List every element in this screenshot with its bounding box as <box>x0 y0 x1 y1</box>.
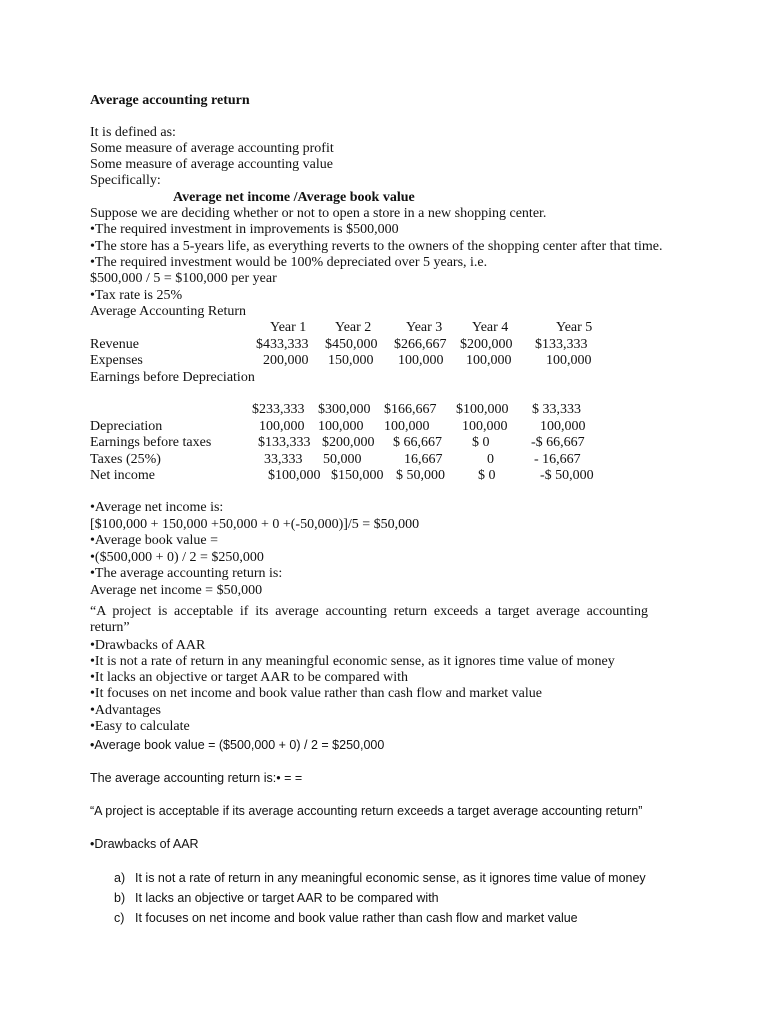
scenario-line: •The required investment in improvements is $500,000 <box>90 222 399 237</box>
table-cell: 0 <box>487 452 494 467</box>
table-cell: $300,000 <box>318 402 371 417</box>
table-cell: 100,000 <box>398 353 444 368</box>
intro-line: It is defined as: <box>90 125 176 140</box>
intro-line: Some measure of average accounting value <box>90 157 333 172</box>
year-header: Year 1 <box>270 320 307 335</box>
calc-line: •Average net income is: <box>90 500 224 515</box>
scenario-line: Suppose we are deciding whether or not to open a store in a new shopping center. <box>90 206 547 221</box>
table-cell: $ 50,000 <box>396 468 445 483</box>
table-cell: 16,667 <box>404 452 443 467</box>
table-cell: $200,000 <box>322 435 375 450</box>
intro-line: Some measure of average accounting profit <box>90 141 334 156</box>
row-label: Expenses <box>90 353 143 368</box>
scenario-line: •The required investment would be 100% depreciated over 5 years, i.e. <box>90 255 488 270</box>
row-label: Earnings before Depreciation <box>90 370 255 385</box>
year-header: Year 4 <box>472 320 509 335</box>
row-label: Net income <box>90 468 155 483</box>
table-cell: $433,333 <box>256 337 309 352</box>
calc-line: •($500,000 + 0) / 2 = $250,000 <box>90 550 264 565</box>
calc-line: •Average book value = <box>90 533 218 548</box>
scenario-line: •The store has a 5-years life, as everything reverts to the owners of the shopping center after that time. <box>90 239 663 254</box>
table-cell: $150,000 <box>331 468 384 483</box>
year-header: Year 5 <box>556 320 593 335</box>
table-cell: $133,333 <box>258 435 311 450</box>
year-header: Year 2 <box>335 320 372 335</box>
table-cell: $ 0 <box>478 468 496 483</box>
table-cell: 33,333 <box>264 452 303 467</box>
list-marker: c) <box>114 911 125 925</box>
table-cell: 50,000 <box>323 452 362 467</box>
table-cell: 150,000 <box>328 353 374 368</box>
quote-line: “A project is acceptable if its average accounting return exceeds a target average accounting return” <box>90 804 643 818</box>
row-label: Earnings before taxes <box>90 435 212 450</box>
table-cell: $ 66,667 <box>393 435 442 450</box>
scenario-line: •Tax rate is 25% <box>90 288 183 303</box>
scenario-line: $500,000 / 5 = $100,000 per year <box>90 271 277 286</box>
advantage-line: •Advantages <box>90 703 161 718</box>
drawback-line: •It focuses on net income and book value rather than cash flow and market value <box>90 686 542 701</box>
calc-line: •The average accounting return is: <box>90 566 283 581</box>
aar-line: The average accounting return is:• = = <box>90 771 303 785</box>
table-cell: $266,667 <box>394 337 447 352</box>
table-cell: $100,000 <box>456 402 509 417</box>
drawbacks-heading: •Drawbacks of AAR <box>90 837 199 851</box>
table-cell: 100,000 <box>318 419 364 434</box>
table-cell: 200,000 <box>263 353 309 368</box>
list-marker: a) <box>114 871 126 885</box>
advantage-line: •Easy to calculate <box>90 719 190 734</box>
page-title: Average accounting return <box>90 93 250 108</box>
calc-line: [$100,000 + 150,000 +50,000 + 0 +(-50,000)]/5 = $50,000 <box>90 517 420 532</box>
table-cell: 100,000 <box>546 353 592 368</box>
formula: Average net income /Average book value <box>173 190 415 205</box>
table-cell: -$ 50,000 <box>540 468 594 483</box>
table-cell: 100,000 <box>540 419 586 434</box>
row-label: Taxes (25%) <box>90 452 161 467</box>
drawback-line: •Drawbacks of AAR <box>90 638 206 653</box>
table-cell: $100,000 <box>268 468 321 483</box>
year-header: Year 3 <box>406 320 443 335</box>
row-label: Revenue <box>90 337 139 352</box>
table-heading: Average Accounting Return <box>90 304 247 319</box>
quote-paragraph: “A project is acceptable if its average accounting return exceeds a target average accounting return” <box>90 604 648 635</box>
row-label: Depreciation <box>90 419 163 434</box>
table-cell: 100,000 <box>466 353 512 368</box>
table-cell: $ 0 <box>472 435 490 450</box>
list-item: It focuses on net income and book value rather than cash flow and market value <box>135 911 578 925</box>
drawback-line: •It is not a rate of return in any meaningful economic sense, as it ignores time value of money <box>90 654 615 669</box>
intro-line: Specifically: <box>90 173 161 188</box>
table-cell: $450,000 <box>325 337 378 352</box>
table-cell: $166,667 <box>384 402 437 417</box>
calc-line: Average net income = $50,000 <box>90 583 263 598</box>
table-cell: $200,000 <box>460 337 513 352</box>
list-marker: b) <box>114 891 126 905</box>
list-item: It lacks an objective or target AAR to be compared with <box>135 891 439 905</box>
list-item: It is not a rate of return in any meaningful economic sense, as it ignores time value of money <box>135 871 646 885</box>
table-cell: $ 33,333 <box>532 402 581 417</box>
table-cell: - 16,667 <box>534 452 581 467</box>
table-cell: 100,000 <box>462 419 508 434</box>
table-cell: $133,333 <box>535 337 588 352</box>
table-cell: $233,333 <box>252 402 305 417</box>
table-cell: 100,000 <box>259 419 305 434</box>
drawback-line: •It lacks an objective or target AAR to be compared with <box>90 670 408 685</box>
book-value-line: •Average book value = ($500,000 + 0) / 2 = $250,000 <box>90 738 385 752</box>
table-cell: 100,000 <box>384 419 430 434</box>
table-cell: -$ 66,667 <box>531 435 585 450</box>
